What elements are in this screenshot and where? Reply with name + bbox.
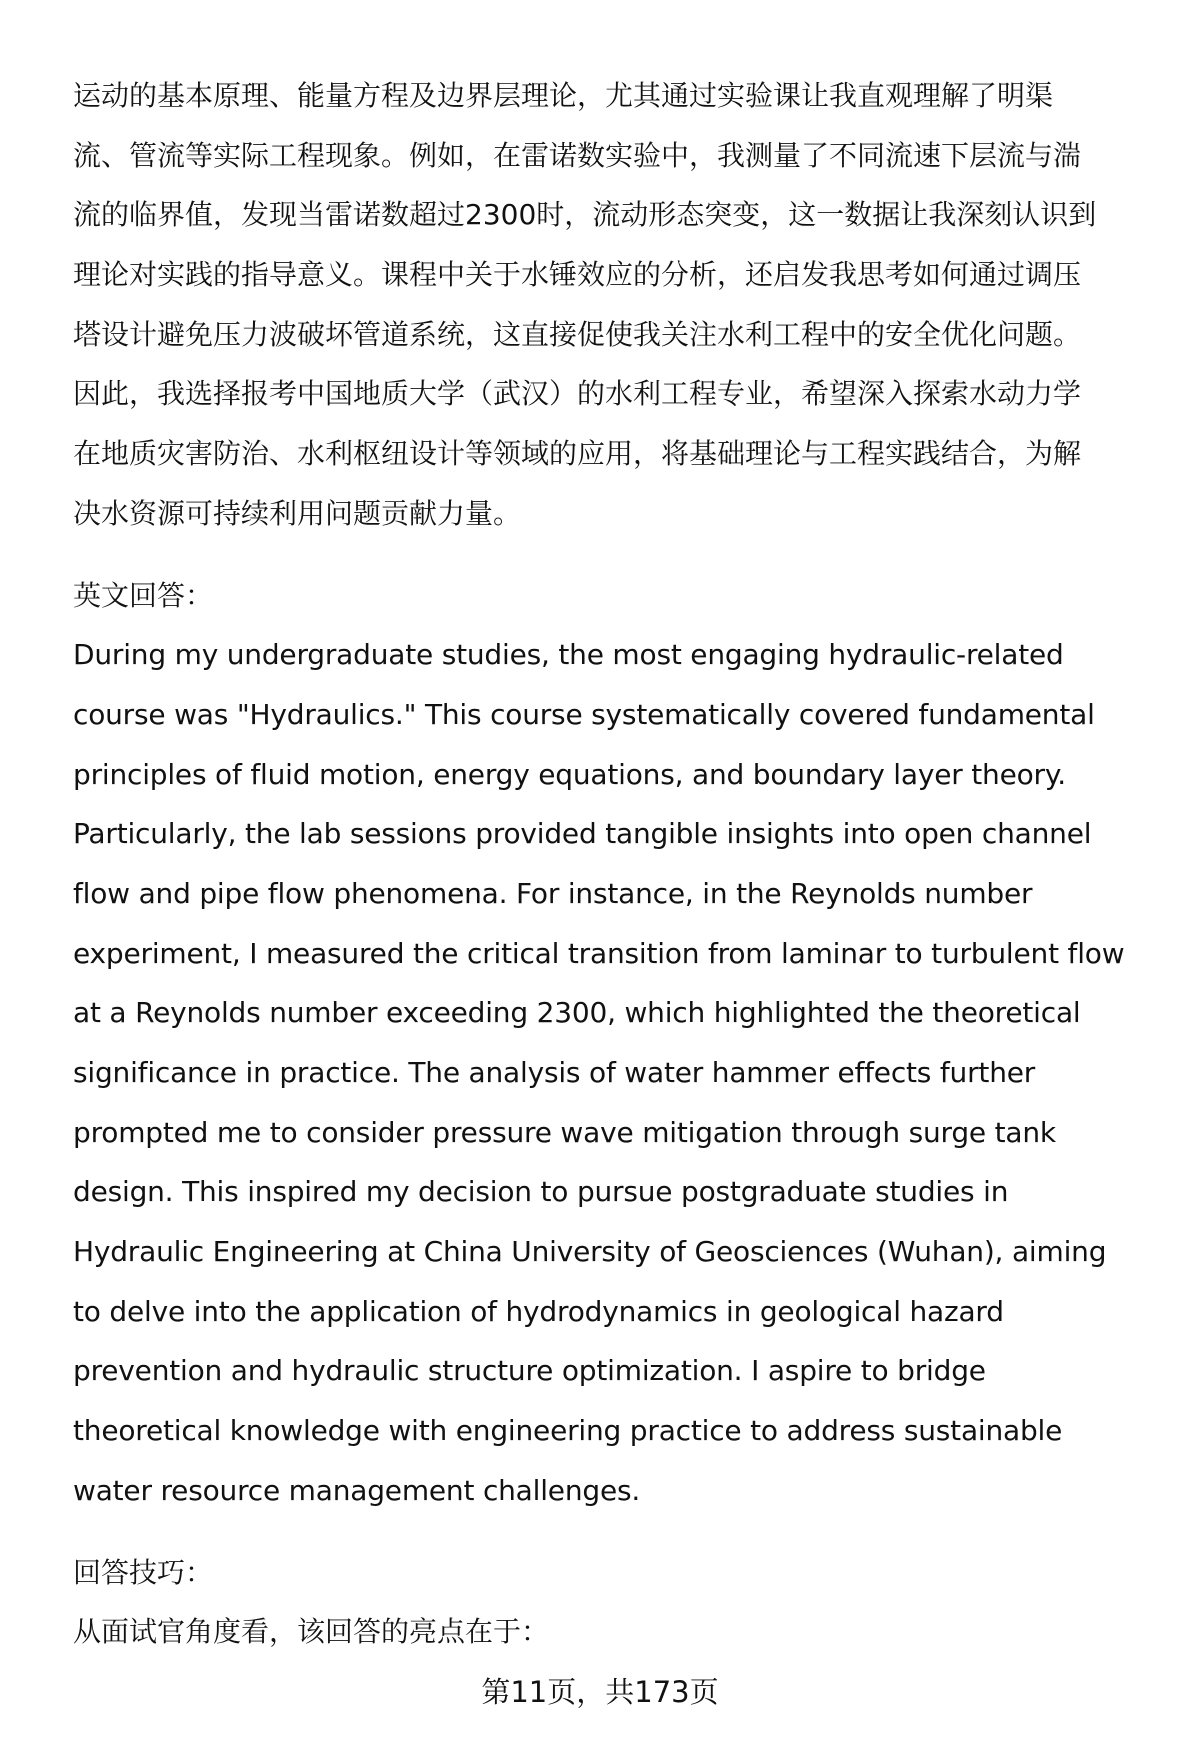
chinese-answer-paragraph (73, 66, 1163, 544)
tips-heading: 回答技巧： (73, 1555, 214, 1589)
text-line: prevention and hydraulic structure optimization. I aspire to bridge (73, 1354, 986, 1388)
text-line: 理论对实践的指导意义。课程中关于水锤效应的分析，还启发我思考如何通过调压 (73, 258, 1082, 292)
text-line: 运动的基本原理、能量方程及边界层理论，尤其通过实验课让我直观理解了明渠 (73, 79, 1054, 112)
text-line: Particularly, the lab sessions provided tangible insights into open channel (73, 817, 1092, 851)
text-line: prompted me to consider pressure wave mitigation through surge tank (73, 1115, 1056, 1149)
text-line: During my undergraduate studies, the most engaging hydraulic-related (73, 638, 1064, 672)
text-line: 流、管流等实际工程现象。例如，在雷诺数实验中，我测量了不同流速下层流与湍 (73, 138, 1082, 172)
text-line: significance in practice. The analysis of water hammer effects further (73, 1056, 1036, 1089)
text-line: 塔设计避免压力波破坏管道系统，这直接促使我关注水利工程中的安全优化问题。 (73, 317, 1082, 351)
text-line: Hydraulic Engineering at China University of Geosciences (Wuhan), aiming (73, 1235, 1107, 1269)
text-line: water resource management challenges. (73, 1473, 641, 1507)
text-line: 因此，我选择报考中国地质大学（武汉）的水利工程专业，希望深入探索水动力学 (73, 377, 1082, 411)
text-line: experiment, I measured the critical transition from laminar to turbulent flow (73, 936, 1125, 970)
text-line: flow and pipe flow phenomena. For instance, in the Reynolds number (73, 876, 1033, 910)
text-line: to delve into the application of hydrodynamics in geological hazard (73, 1294, 1004, 1328)
text-line: 流的临界值，发现当雷诺数超过2300时，流动形态突变，这一数据让我深刻认识到 (73, 198, 1097, 232)
english-answer-paragraph (73, 625, 1163, 1520)
document-body (73, 66, 1163, 1662)
text-line: 在地质灾害防治、水利枢纽设计等领域的应用，将基础理论与工程实践结合，为解 (73, 437, 1082, 471)
text-line: principles of fluid motion, energy equations, and boundary layer theory. (73, 757, 1066, 791)
page-number-footer: 第11页，共173页 (481, 1675, 719, 1709)
text-line: course was "Hydraulics." This course systematically covered fundamental (73, 697, 1095, 731)
english-answer-heading: 英文回答： (73, 578, 214, 612)
text-line: 决水资源可持续利用问题贡献力量。 (73, 496, 522, 530)
text-line: at a Reynolds number exceeding 2300, which highlighted the theoretical (73, 996, 1081, 1030)
tips-intro: 从面试官角度看，该回答的亮点在于： (73, 1615, 550, 1649)
text-line: design. This inspired my decision to pursue postgraduate studies in (73, 1175, 1009, 1209)
text-line: theoretical knowledge with engineering practice to address sustainable (73, 1414, 1063, 1448)
